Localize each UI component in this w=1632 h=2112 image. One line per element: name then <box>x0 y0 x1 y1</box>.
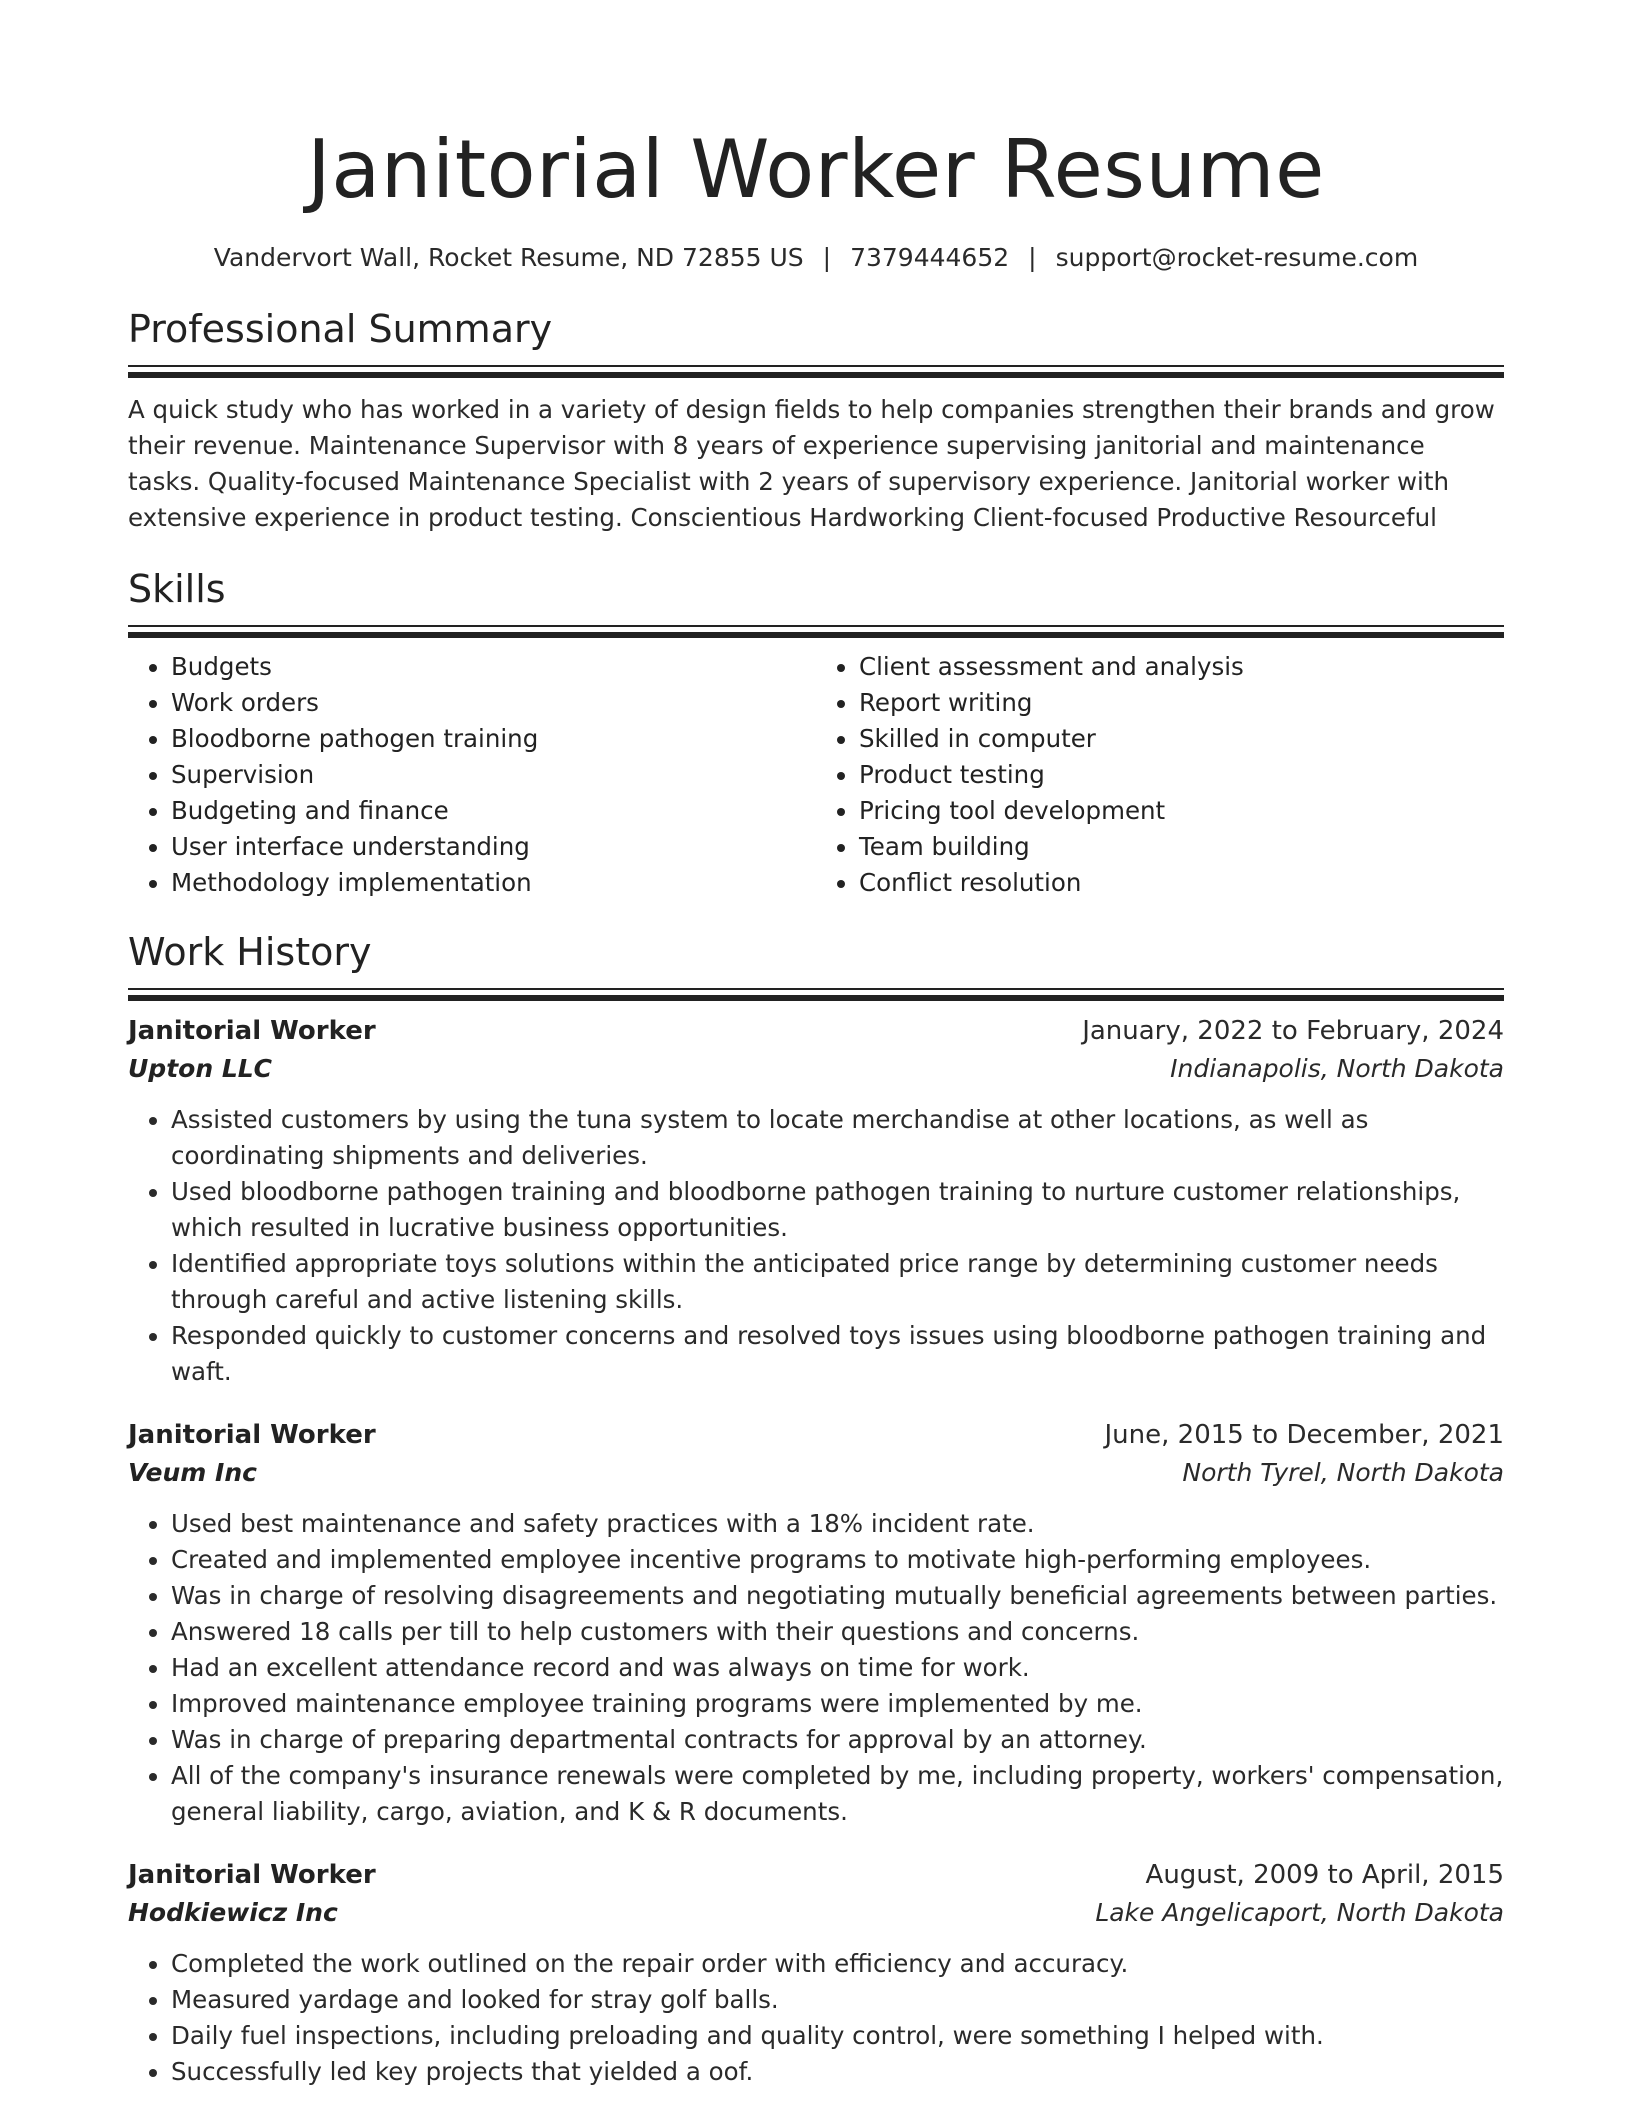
job-location: Lake Angelicaport, North Dakota <box>1095 1898 1504 1927</box>
summary-text: A quick study who has worked in a variety of design fields to help companies strengthen their brands and grow their revenue. Maintenance Supervisor with 8 years of experience supervising janitorial and maintenance tasks. Quality-focused Maintenance Specialist with 2 years of supervisory experience. Janitorial worker with extensive experience in product testing. Conscientious Hardworking Client-focused Productive Resourceful <box>128 395 1495 532</box>
contact-separator: | <box>1028 243 1037 272</box>
contact-email: support@rocket-resume.com <box>1055 243 1419 272</box>
skills-list-left <box>128 649 816 901</box>
skill-item: • User interface understanding <box>171 829 816 865</box>
job-bullet: • Had an excellent attendance record and was always on time for work. <box>171 1650 1504 1686</box>
job-subheader <box>128 1894 1504 1932</box>
job-header <box>128 1416 1504 1454</box>
job-bullet: • Completed the work outlined on the repair order with efficiency and accuracy. <box>171 1946 1504 1982</box>
job-entry <box>128 1856 1504 2090</box>
section-heading-work-history: Work History <box>128 930 372 974</box>
job-bullet: • Was in charge of resolving disagreements and negotiating mutually beneficial agreements between parties. <box>171 1578 1504 1614</box>
job-location: North Tyrel, North Dakota <box>1182 1458 1504 1487</box>
job-bullets <box>128 1946 1504 2090</box>
resume-title: Janitorial Worker Resume <box>307 123 1325 216</box>
job-company: Upton LLC <box>128 1054 273 1083</box>
skills-list-right <box>816 649 1504 901</box>
job-bullet: • Created and implemented employee incentive programs to motivate high-performing employees. <box>171 1542 1504 1578</box>
job-entry <box>128 1012 1504 1390</box>
work-history-section <box>128 927 1504 2090</box>
skill-item: • Supervision <box>171 757 816 793</box>
job-dates: June, 2015 to December, 2021 <box>1104 1420 1504 1450</box>
section-divider <box>128 625 1504 627</box>
contact-line <box>128 240 1504 276</box>
job-header <box>128 1012 1504 1050</box>
skill-item: • Team building <box>859 829 1504 865</box>
job-bullet: • Used bloodborne pathogen training and bloodborne pathogen training to nurture customer relationships, which resulted in lucrative business opportunities. <box>171 1174 1504 1246</box>
section-heading-skills: Skills <box>128 567 226 611</box>
skill-item: • Product testing <box>859 757 1504 793</box>
skill-item: • Budgets <box>171 649 816 685</box>
skill-item: • Skilled in computer <box>859 721 1504 757</box>
skill-item: • Work orders <box>171 685 816 721</box>
skill-item: • Conflict resolution <box>859 865 1504 901</box>
job-title: Janitorial Worker <box>128 1016 376 1046</box>
job-bullet: • Identified appropriate toys solutions within the anticipated price range by determining customer needs through careful and active listening skills. <box>171 1246 1504 1318</box>
job-company: Veum Inc <box>128 1458 257 1487</box>
job-header <box>128 1856 1504 1894</box>
job-bullet: • Daily fuel inspections, including preloading and quality control, were something I helped with. <box>171 2018 1504 2054</box>
job-bullets <box>128 1102 1504 1390</box>
job-bullet: • Used best maintenance and safety practices with a 18% incident rate. <box>171 1506 1504 1542</box>
contact-phone: 7379444652 <box>850 243 1010 272</box>
skill-item: • Report writing <box>859 685 1504 721</box>
job-title: Janitorial Worker <box>128 1420 376 1450</box>
contact-separator: | <box>822 243 832 272</box>
skills-section <box>128 564 1504 901</box>
job-subheader <box>128 1050 1504 1088</box>
job-bullet: • All of the company's insurance renewals were completed by me, including property, workers' compensation, general liability, cargo, aviation, and K & R documents. <box>171 1758 1504 1830</box>
job-location: Indianapolis, North Dakota <box>1170 1054 1504 1083</box>
job-bullet: • Responded quickly to customer concerns and resolved toys issues using bloodborne pathogen training and waft. <box>171 1318 1504 1390</box>
job-bullet: • Was in charge of preparing departmental contracts for approval by an attorney. <box>171 1722 1504 1758</box>
job-bullet: • Assisted customers by using the tuna system to locate merchandise at other locations, as well as coordinating shipments and deliveries. <box>171 1102 1504 1174</box>
contact-address: Vandervort Wall, Rocket Resume, ND 72855 US <box>213 243 804 272</box>
summary-section <box>128 304 1504 536</box>
skill-item: • Client assessment and analysis <box>859 649 1504 685</box>
job-bullets <box>128 1506 1504 1830</box>
job-bullet: • Successfully led key projects that yielded a oof. <box>171 2054 1504 2090</box>
skill-item: • Methodology implementation <box>171 865 816 901</box>
job-bullet: • Measured yardage and looked for stray golf balls. <box>171 1982 1504 2018</box>
job-dates: August, 2009 to April, 2015 <box>1145 1860 1504 1890</box>
job-bullet: • Improved maintenance employee training programs were implemented by me. <box>171 1686 1504 1722</box>
section-heading-summary: Professional Summary <box>128 307 553 351</box>
job-title: Janitorial Worker <box>128 1860 376 1890</box>
skill-item: • Pricing tool development <box>859 793 1504 829</box>
job-bullet: • Answered 18 calls per till to help customers with their questions and concerns. <box>171 1614 1504 1650</box>
job-dates: January, 2022 to February, 2024 <box>1082 1016 1504 1046</box>
job-company: Hodkiewicz Inc <box>128 1898 338 1927</box>
job-entry <box>128 1416 1504 1830</box>
section-divider <box>128 365 1504 367</box>
job-subheader <box>128 1454 1504 1492</box>
skill-item: • Budgeting and finance <box>171 793 816 829</box>
skills-columns <box>128 649 1504 901</box>
skill-item: • Bloodborne pathogen training <box>171 721 816 757</box>
section-divider <box>128 988 1504 990</box>
